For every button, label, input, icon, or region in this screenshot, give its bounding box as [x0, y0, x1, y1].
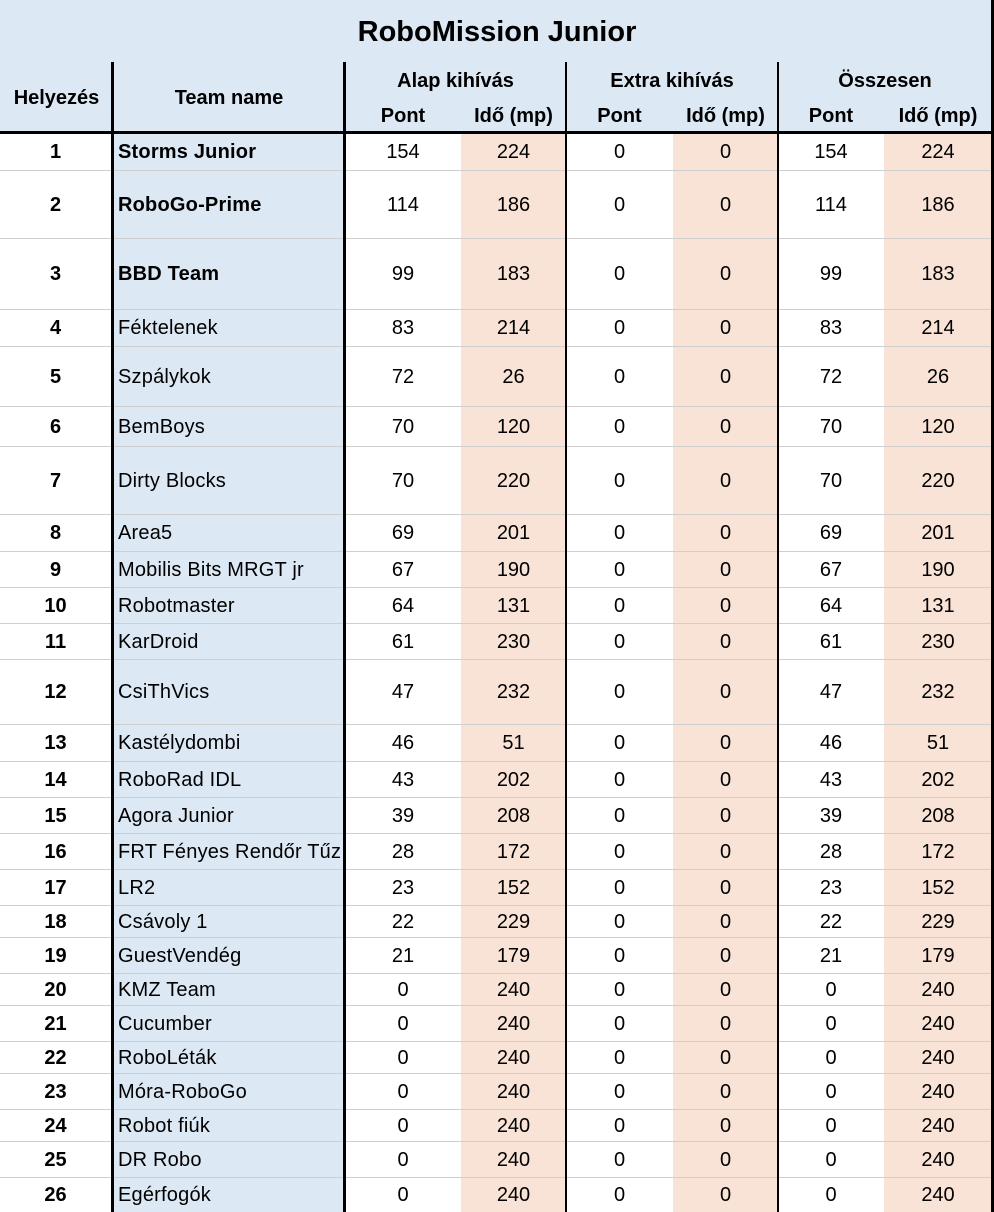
rank-cell: 2: [49, 193, 62, 216]
rank-cell: 19: [44, 944, 67, 967]
subheader-alap-pont: Pont: [380, 104, 426, 127]
extra-ido-cell: 0: [719, 1183, 732, 1206]
rank-cell: 5: [49, 365, 62, 388]
total-pont-cell: 70: [819, 415, 843, 438]
rank-cell: 14: [44, 768, 67, 791]
team-name-cell: CsiThVics: [118, 681, 210, 703]
alap-pont-cell: 43: [391, 768, 415, 791]
alap-ido-cell: 131: [496, 594, 531, 617]
extra-pont-cell: 0: [613, 263, 626, 285]
team-name-cell: Area5: [118, 522, 173, 544]
extra-pont-cell: 0: [613, 840, 626, 863]
rank-cell: 18: [44, 910, 67, 933]
extra-pont-cell: 0: [613, 141, 626, 163]
alap-pont-cell: 21: [391, 944, 415, 967]
alap-pont-cell: 39: [391, 804, 415, 827]
team-name-cell: FRT Fényes Rendőr Tűz: [118, 840, 342, 863]
extra-ido-cell: 0: [719, 1080, 732, 1103]
team-name-cell: Féktelenek: [118, 317, 218, 339]
header-osszesen: Összesen: [838, 69, 932, 92]
extra-pont-cell: 0: [613, 558, 626, 581]
total-ido-cell: 172: [921, 840, 955, 863]
alap-pont-cell: 72: [391, 365, 415, 388]
alap-ido-cell: 240: [496, 1012, 531, 1035]
team-name-cell: Dirty Blocks: [118, 469, 226, 492]
rank-cell: 7: [49, 469, 62, 492]
alap-pont-cell: 0: [397, 1183, 409, 1206]
team-name-cell: Csávoly 1: [118, 910, 208, 933]
rank-cell: 3: [49, 263, 62, 285]
subheader-extra-pont: Pont: [597, 104, 642, 127]
rank-cell: 1: [49, 141, 62, 163]
alap-ido-cell: 51: [502, 732, 525, 754]
extra-pont-cell: 0: [613, 681, 626, 703]
alap-ido-cell: 179: [496, 944, 531, 967]
extra-pont-cell: 0: [613, 415, 626, 438]
alap-ido-cell: 186: [496, 193, 531, 216]
extra-ido-cell: 0: [719, 876, 732, 899]
alap-pont-cell: 154: [386, 141, 420, 163]
rank-cell: 26: [44, 1183, 67, 1206]
rank-cell: 11: [44, 630, 67, 653]
extra-pont-cell: 0: [613, 469, 626, 492]
total-ido-cell: 240: [921, 1114, 955, 1137]
total-ido-cell: 202: [921, 768, 955, 791]
total-ido-cell: 240: [921, 1183, 955, 1206]
rank-cell: 20: [44, 978, 67, 1001]
border-after-rank: [111, 62, 114, 1212]
extra-ido-cell: 0: [719, 978, 732, 1001]
team-name-cell: GuestVendég: [118, 944, 242, 967]
alap-ido-cell: 214: [496, 317, 531, 339]
header-bottom-border: [0, 131, 994, 134]
header-rank: Helyezés: [13, 86, 100, 109]
rank-cell: 10: [44, 594, 67, 617]
extra-ido-cell: 0: [719, 558, 732, 581]
team-name-cell: RoboRad IDL: [118, 768, 242, 791]
alap-ido-cell: 26: [502, 365, 525, 388]
border-after-alap: [565, 62, 567, 1212]
subheader-alap-ido: Idő (mp): [474, 104, 553, 127]
alap-pont-cell: 0: [397, 1080, 409, 1103]
rank-cell: 15: [44, 804, 67, 827]
total-ido-cell: 214: [921, 317, 955, 339]
total-ido-cell: 26: [926, 365, 950, 388]
total-pont-cell: 22: [819, 910, 843, 933]
alap-ido-cell: 240: [496, 1080, 531, 1103]
alap-pont-cell: 64: [391, 594, 415, 617]
rank-cell: 9: [49, 558, 62, 581]
extra-ido-cell: 0: [719, 1114, 732, 1137]
rank-cell: 21: [44, 1012, 67, 1035]
total-pont-cell: 23: [819, 876, 843, 899]
extra-pont-cell: 0: [613, 193, 626, 216]
extra-ido-cell: 0: [719, 365, 732, 388]
total-pont-cell: 83: [819, 317, 843, 339]
rank-cell: 4: [49, 317, 62, 339]
extra-pont-cell: 0: [613, 804, 626, 827]
alap-ido-cell: 201: [496, 522, 531, 544]
total-pont-cell: 0: [825, 1080, 837, 1103]
extra-ido-cell: 0: [719, 732, 732, 754]
extra-pont-cell: 0: [613, 1080, 626, 1103]
total-ido-cell: 201: [921, 522, 955, 544]
total-ido-cell: 131: [921, 594, 955, 617]
extra-ido-cell: 0: [719, 804, 732, 827]
alap-ido-cell: 240: [496, 1114, 531, 1137]
total-ido-cell: 232: [921, 681, 955, 703]
total-pont-cell: 43: [819, 768, 843, 791]
extra-pont-cell: 0: [613, 317, 626, 339]
total-ido-cell: 229: [921, 910, 955, 933]
extra-ido-cell: 0: [719, 944, 732, 967]
alap-ido-cell: 183: [496, 263, 531, 285]
border-after-extra: [777, 62, 779, 1212]
alap-pont-cell: 114: [387, 193, 419, 216]
team-name-cell: Mobilis Bits MRGT jr: [118, 558, 304, 581]
team-name-cell: DR Robo: [118, 1148, 202, 1171]
extra-ido-cell: 0: [719, 415, 732, 438]
alap-ido-cell: 120: [496, 415, 531, 438]
extra-ido-cell: 0: [719, 263, 732, 285]
total-pont-cell: 114: [815, 193, 847, 216]
rank-cell: 17: [44, 876, 67, 899]
alap-pont-cell: 28: [391, 840, 415, 863]
total-ido-cell: 183: [921, 263, 955, 285]
extra-ido-cell: 0: [719, 1046, 732, 1069]
extra-pont-cell: 0: [613, 1012, 626, 1035]
total-ido-cell: 190: [921, 558, 955, 581]
total-pont-cell: 0: [825, 1012, 837, 1035]
rank-cell: 6: [49, 415, 62, 438]
total-ido-cell: 179: [921, 944, 955, 967]
subheader-total-ido: Idő (mp): [898, 104, 978, 127]
rank-cell: 23: [44, 1080, 67, 1103]
extra-pont-cell: 0: [613, 978, 626, 1001]
border-after-team: [343, 62, 346, 1212]
extra-pont-cell: 0: [613, 1114, 626, 1137]
total-pont-cell: 67: [819, 558, 843, 581]
alap-ido-cell: 232: [496, 681, 531, 703]
total-pont-cell: 47: [819, 681, 843, 703]
extra-ido-cell: 0: [719, 840, 732, 863]
total-ido-cell: 240: [921, 1012, 955, 1035]
team-name-cell: Kastélydombi: [118, 732, 241, 754]
total-pont-cell: 64: [819, 594, 843, 617]
total-ido-cell: 186: [921, 193, 955, 216]
total-pont-cell: 0: [825, 1114, 837, 1137]
alap-pont-cell: 0: [397, 1046, 409, 1069]
alap-pont-cell: 67: [391, 558, 415, 581]
alap-pont-cell: 70: [391, 469, 415, 492]
extra-pont-cell: 0: [613, 594, 626, 617]
extra-ido-cell: 0: [719, 681, 732, 703]
total-ido-cell: 240: [921, 1148, 955, 1171]
total-pont-cell: 69: [819, 522, 843, 544]
rank-cell: 25: [44, 1148, 67, 1171]
rank-cell: 22: [44, 1046, 67, 1069]
team-name-cell: KarDroid: [118, 630, 199, 653]
alap-pont-cell: 70: [391, 415, 415, 438]
rank-cell: 16: [44, 840, 67, 863]
alap-ido-cell: 229: [496, 910, 531, 933]
extra-pont-cell: 0: [613, 365, 626, 388]
alap-ido-cell: 220: [496, 469, 531, 492]
total-ido-cell: 220: [921, 469, 955, 492]
team-name-cell: RoboGo-Prime: [118, 193, 262, 216]
alap-pont-cell: 46: [391, 732, 415, 754]
total-ido-cell: 51: [926, 732, 950, 754]
alap-pont-cell: 0: [397, 1114, 409, 1137]
total-ido-cell: 240: [921, 1046, 955, 1069]
alap-ido-cell: 224: [496, 141, 531, 163]
alap-pont-cell: 83: [391, 317, 415, 339]
total-pont-cell: 154: [814, 141, 848, 163]
alap-pont-cell: 0: [397, 1012, 409, 1035]
extra-pont-cell: 0: [613, 910, 626, 933]
team-name-cell: LR2: [118, 876, 156, 899]
extra-ido-cell: 0: [719, 594, 732, 617]
alap-ido-cell: 240: [496, 1046, 531, 1069]
extra-ido-cell: 0: [719, 630, 732, 653]
extra-pont-cell: 0: [613, 768, 626, 791]
team-name-cell: Storms Junior: [118, 141, 257, 163]
total-ido-cell: 230: [921, 630, 955, 653]
rank-cell: 12: [44, 681, 67, 703]
extra-pont-cell: 0: [613, 944, 626, 967]
team-name-cell: Robot fiúk: [118, 1114, 211, 1137]
extra-ido-cell: 0: [719, 768, 732, 791]
total-pont-cell: 0: [825, 1046, 837, 1069]
total-pont-cell: 21: [819, 944, 843, 967]
total-pont-cell: 99: [819, 263, 843, 285]
extra-pont-cell: 0: [613, 630, 626, 653]
alap-ido-cell: 172: [496, 840, 531, 863]
alap-pont-cell: 0: [397, 1148, 409, 1171]
team-name-cell: BemBoys: [118, 415, 205, 438]
total-pont-cell: 28: [819, 840, 843, 863]
team-name-cell: Agora Junior: [118, 804, 234, 827]
extra-pont-cell: 0: [613, 1183, 626, 1206]
alap-ido-cell: 240: [496, 1183, 531, 1206]
alap-ido-cell: 202: [496, 768, 531, 791]
total-ido-cell: 224: [921, 141, 955, 163]
header-team-name: Team name: [174, 86, 284, 109]
extra-ido-cell: 0: [719, 910, 732, 933]
rank-cell: 13: [44, 732, 67, 754]
extra-pont-cell: 0: [613, 876, 626, 899]
extra-pont-cell: 0: [613, 732, 626, 754]
total-pont-cell: 46: [819, 732, 843, 754]
extra-ido-cell: 0: [719, 317, 732, 339]
rank-cell: 24: [44, 1114, 67, 1137]
extra-ido-cell: 0: [719, 1012, 732, 1035]
total-pont-cell: 39: [819, 804, 843, 827]
total-ido-cell: 208: [921, 804, 955, 827]
header-alap-kihivas: Alap kihívás: [397, 69, 514, 92]
team-name-cell: BBD Team: [118, 263, 220, 285]
alap-ido-cell: 152: [496, 876, 531, 899]
alap-ido-cell: 240: [496, 1148, 531, 1171]
team-name-cell: KMZ Team: [118, 978, 216, 1001]
alap-pont-cell: 47: [391, 681, 415, 703]
total-pont-cell: 61: [819, 630, 843, 653]
team-name-cell: Robotmaster: [118, 594, 235, 617]
team-name-cell: Szpálykok: [118, 365, 211, 388]
team-name-cell: RoboLéták: [118, 1046, 217, 1069]
alap-ido-cell: 208: [496, 804, 531, 827]
total-pont-cell: 0: [825, 1148, 837, 1171]
team-name-cell: Cucumber: [118, 1012, 212, 1035]
total-ido-cell: 152: [921, 876, 955, 899]
extra-ido-cell: 0: [719, 469, 732, 492]
total-ido-cell: 240: [921, 1080, 955, 1103]
extra-ido-cell: 0: [719, 1148, 732, 1171]
extra-ido-cell: 0: [719, 193, 732, 216]
extra-pont-cell: 0: [613, 1148, 626, 1171]
alap-ido-cell: 190: [496, 558, 531, 581]
extra-pont-cell: 0: [613, 1046, 626, 1069]
total-pont-cell: 72: [819, 365, 843, 388]
alap-pont-cell: 99: [391, 263, 415, 285]
total-ido-cell: 240: [921, 978, 955, 1001]
subheader-extra-ido: Idő (mp): [686, 104, 765, 127]
subheader-total-pont: Pont: [808, 104, 854, 127]
total-ido-cell: 120: [921, 415, 955, 438]
table-title: RoboMission Junior: [357, 15, 637, 48]
extra-ido-cell: 0: [719, 522, 732, 544]
alap-pont-cell: 23: [391, 876, 415, 899]
extra-ido-cell: 0: [719, 141, 732, 163]
extra-pont-cell: 0: [613, 522, 626, 544]
rank-cell: 8: [49, 522, 62, 544]
header-extra-kihivas: Extra kihívás: [610, 69, 734, 92]
total-pont-cell: 0: [825, 978, 837, 1001]
alap-pont-cell: 69: [391, 522, 415, 544]
total-pont-cell: 70: [819, 469, 843, 492]
alap-ido-cell: 240: [496, 978, 531, 1001]
alap-pont-cell: 22: [391, 910, 415, 933]
alap-pont-cell: 61: [391, 630, 415, 653]
total-pont-cell: 0: [825, 1183, 837, 1206]
alap-ido-cell: 230: [496, 630, 531, 653]
team-name-cell: Egérfogók: [118, 1183, 211, 1206]
alap-pont-cell: 0: [397, 978, 409, 1001]
team-name-cell: Móra-RoboGo: [118, 1080, 247, 1103]
